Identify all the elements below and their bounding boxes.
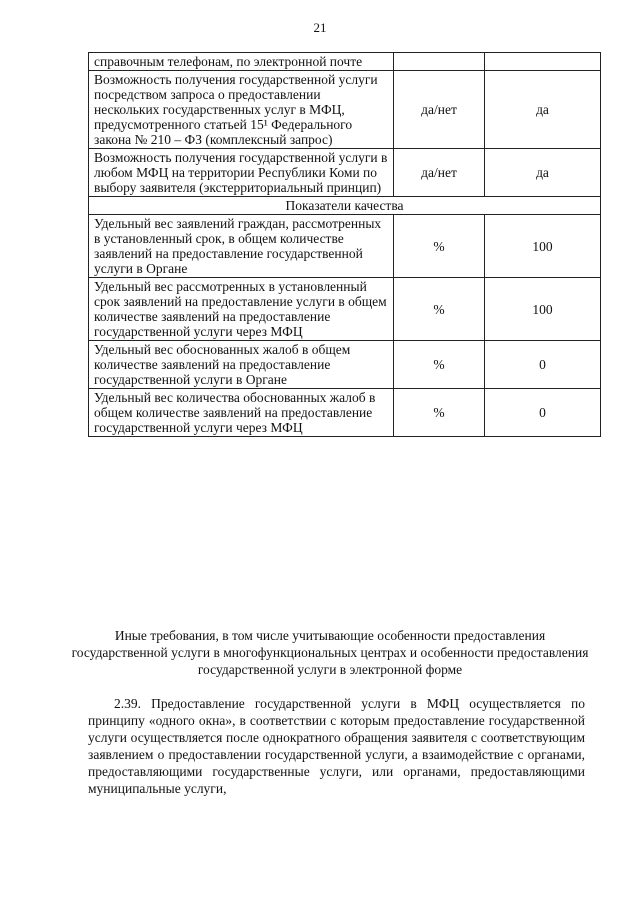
indicator-value: да xyxy=(485,149,601,197)
indicator-name: Удельный вес количества обоснованных жалоб в общем количестве заявлений на предоставление государственной услуги через МФЦ xyxy=(89,389,394,437)
paragraph-2-39: 2.39. Предоставление государственной услуги в МФЦ осуществляется по принципу «одного окна», в соответствии с которым предоставление государственной услуги осуществляется после однократного обращения заявителя с соответствующим заявлением о предоставлении государственной услуги, а взаимодействие с органами, предоставляющими государственные услуги, или органами, предоставляющими муниципальные услуги, xyxy=(88,696,585,796)
indicator-value: 100 xyxy=(485,215,601,278)
indicator-name: Удельный вес рассмотренных в установленный срок заявлений на предоставление услуги в общем количестве заявлений на предоставление государственной услуги через МФЦ xyxy=(89,278,394,341)
indicator-unit: да/нет xyxy=(394,71,485,149)
table-row xyxy=(89,71,601,149)
indicator-value: да xyxy=(485,71,601,149)
table-row xyxy=(89,341,601,389)
indicator-name: Удельный вес обоснованных жалоб в общем количестве заявлений на предоставление государственной услуги в Органе xyxy=(89,341,394,389)
indicator-value: 100 xyxy=(485,278,601,341)
indicator-name: Возможность получения государственной услуги в любом МФЦ на территории Республики Коми по выбору заявителя (экстерриториальный принцип) xyxy=(89,149,394,197)
section-heading: Иные требования, в том числе учитывающие особенности предоставления государственной услуги в многофункциональных центрах и особенности предоставления государственной услуги в электронной форме xyxy=(71,628,589,677)
indicator-name: Возможность получения государственной услуги посредством запроса о предоставлении нескольких государственных услуг в МФЦ, предусмотренного статьей 15¹ Федерального закона № 210 – ФЗ (комплексный запрос) xyxy=(89,71,394,149)
table-row xyxy=(89,215,601,278)
indicator-unit: да/нет xyxy=(394,149,485,197)
indicator-value: 0 xyxy=(485,389,601,437)
page-number: 21 xyxy=(313,20,327,35)
indicators-table xyxy=(88,52,601,437)
table-row xyxy=(89,278,601,341)
indicator-name: справочным телефонам, по электронной почте xyxy=(89,53,394,71)
indicator-unit: % xyxy=(394,389,485,437)
indicator-unit: % xyxy=(394,341,485,389)
indicator-unit: % xyxy=(394,278,485,341)
indicator-unit: % xyxy=(394,215,485,278)
indicator-unit xyxy=(394,53,485,71)
table-row xyxy=(89,149,601,197)
table-row xyxy=(89,53,601,71)
indicator-value: 0 xyxy=(485,341,601,389)
indicator-name: Удельный вес заявлений граждан, рассмотренных в установленный срок, в общем количестве заявлений на предоставление государственной услуги в Органе xyxy=(89,215,394,278)
table-row xyxy=(89,389,601,437)
section-header: Показатели качества xyxy=(89,197,601,215)
section-header-row xyxy=(89,197,601,215)
indicator-value xyxy=(485,53,601,71)
